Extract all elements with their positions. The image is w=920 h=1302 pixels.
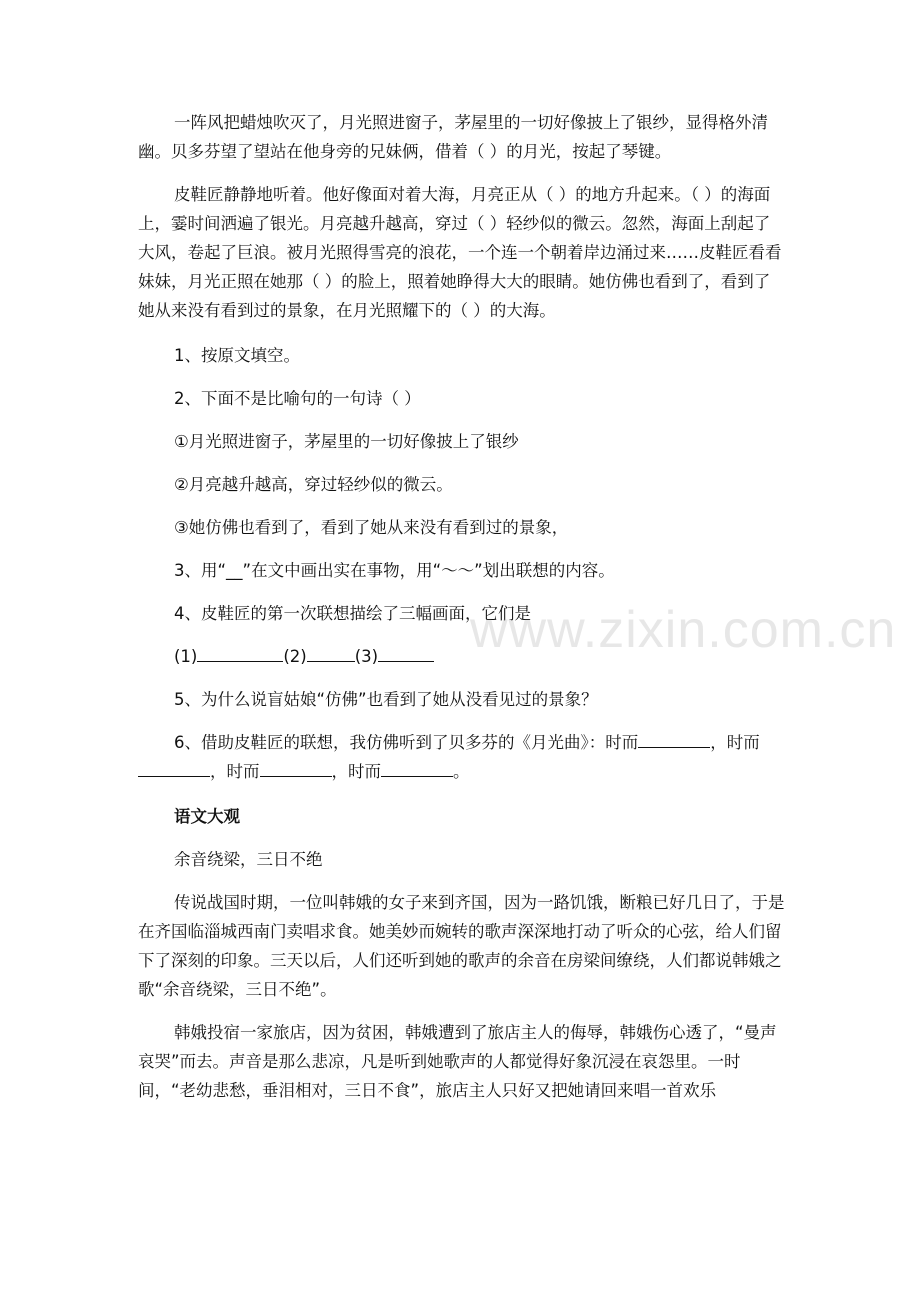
- answer-blank-6[interactable]: [260, 758, 332, 777]
- question-1: 1、按原文填空。: [174, 346, 300, 365]
- passage-paragraph-2: 皮鞋匠静静地听着。他好像面对着大海，月亮正从（ ）的地方升起来。（ ）的海面上，霎时间洒遍了银光。月亮越升越高，穿过（ ）轻纱似的微云。忽然，海面上刮起了大风，卷起了巨浪。被月光照得雪亮的浪花，一个连一个朝着岸边涌过来……皮鞋匠看看妹妹，月光正照在她那（ ）的脸上，照着她睁得大大的眼睛。她仿佛也看到了，看到了她从来没有看到过的景象，在月光照耀下的（ ）的大海。: [138, 185, 782, 320]
- option-1: ①月光照进窗子，茅屋里的一切好像披上了银纱: [174, 432, 519, 451]
- blank-label-2: (2): [283, 647, 307, 666]
- question-2: 2、下面不是比喻句的一句诗（ ）: [174, 389, 421, 408]
- question-4-blanks: [138, 642, 786, 671]
- option-3: ③她仿佛也看到了，看到了她从来没有看到过的景象，: [174, 518, 569, 537]
- story-title: 余音绕梁，三日不绝: [174, 850, 323, 869]
- answer-blank-1[interactable]: [197, 643, 283, 662]
- comma: ，: [710, 733, 727, 752]
- shi-er-label: 时而: [726, 733, 760, 752]
- blank-label-1: (1): [174, 647, 198, 666]
- question-6-text: 6、借助皮鞋匠的联想，我仿佛听到了贝多芬的《月光曲》：时而: [174, 733, 639, 752]
- answer-blank-2[interactable]: [307, 643, 355, 662]
- question-5: 5、为什么说盲姑娘“仿佛”也看到了她从没看见过的景象？: [174, 690, 598, 709]
- blank-label-3: (3): [354, 647, 379, 666]
- shi-er-label: ，时而: [331, 762, 381, 781]
- story-paragraph-2: 韩娥投宿一家旅店，因为贫困，韩娥遭到了旅店主人的侮辱，韩娥伤心透了，“曼声哀哭”而去。声音是那么悲凉，凡是听到她歌声的人都觉得好象沉浸在哀怨里。一时间，“老幼悲愁，垂泪相对，三日不食”，旅店主人只好又把她请回来唱一首欢乐: [138, 1023, 777, 1100]
- answer-blank-3[interactable]: [378, 643, 434, 662]
- period: 。: [453, 762, 470, 781]
- passage-paragraph-1: 一阵风把蜡烛吹灭了，月光照进窗子，茅屋里的一切好像披上了银纱，显得格外清幽。贝多芬望了望站在他身旁的兄妹俩，借着（ ）的月光，按起了琴键。: [138, 113, 768, 161]
- question-4: 4、皮鞋匠的第一次联想描绘了三幅画面，它们是: [174, 604, 531, 623]
- question-3: 3、用“__”在文中画出实在事物，用“～～”划出联想的内容。: [174, 561, 615, 580]
- shi-er-label: ，时而: [210, 762, 260, 781]
- answer-blank-4[interactable]: [638, 729, 710, 748]
- document-page: [138, 108, 786, 1105]
- question-6: [138, 728, 786, 786]
- section-title: 语文大观: [174, 807, 240, 826]
- option-2: ②月亮越升越高，穿过轻纱似的微云。: [174, 475, 453, 494]
- answer-blank-7[interactable]: [381, 758, 453, 777]
- story-paragraph-1: 传说战国时期，一位叫韩娥的女子来到齐国，因为一路饥饿，断粮已好几日了，于是在齐国临淄城西南门卖唱求食。她美妙而婉转的歌声深深地打动了听众的心弦，给人们留下了深刻的印象。三天以后，人们还听到她的歌声的余音在房梁间缭绕，人们都说韩娥之歌“余音绕梁，三日不绝”。: [138, 893, 785, 999]
- watermark: www.zixin.com.cn: [470, 601, 897, 659]
- answer-blank-5[interactable]: [138, 758, 210, 777]
